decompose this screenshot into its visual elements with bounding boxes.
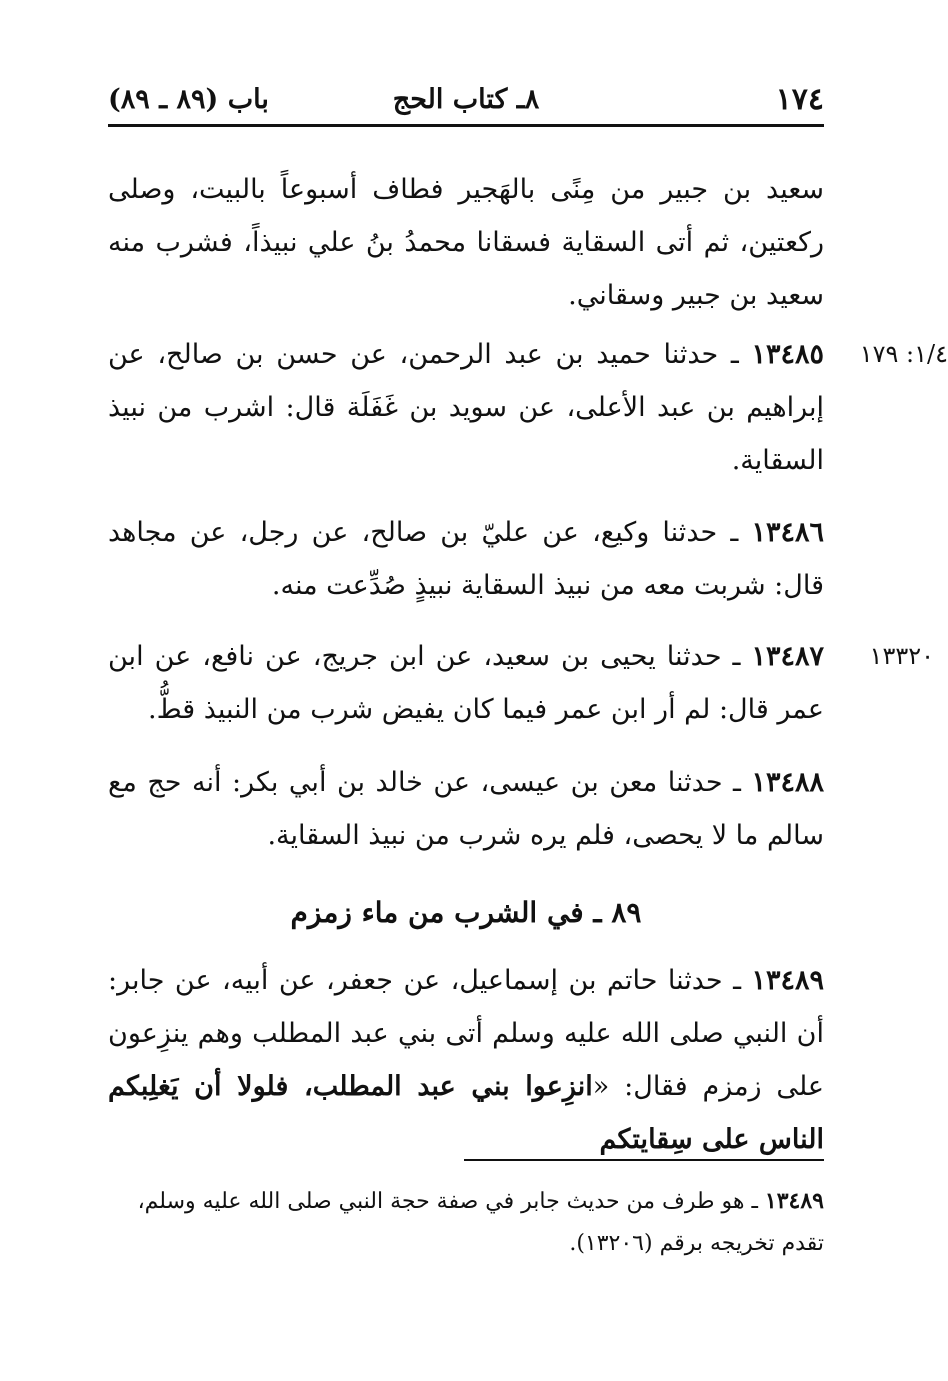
margin-reference: ١٣٣٢٠ (869, 642, 934, 670)
hadith-number: ١٣٤٨٩ (751, 965, 824, 996)
page-number: ١٧٤ (775, 82, 824, 117)
book-title: ٨ـ كتاب الحج (392, 84, 540, 115)
hadith-number: ١٣٤٨٨ (751, 767, 824, 798)
hadith-paragraph (108, 954, 824, 1166)
hadith-paragraph (108, 630, 824, 736)
hadith-number: ١٣٤٨٧ (751, 641, 824, 672)
hadith-text: ـ حدثنا وكيع، عن عليّ بن صالح، عن رجل، عن مجاهد قال: شربت معه من نبيذ السقاية نبيذٍ صُدِّعت منه. (108, 517, 824, 601)
footnote (108, 1180, 824, 1265)
margin-reference: ١/٤: ١٧٩ (859, 340, 948, 368)
footnote-number: ١٣٤٨٩ (764, 1188, 824, 1214)
hadith-quote-bold: انزِعوا بني عبد المطلب، فلولا أن يَغلِبكم الناس على سِقايتكم (108, 1071, 824, 1155)
hadith-paragraph (108, 756, 824, 862)
footnote-rule (464, 1159, 824, 1161)
section-title: ٨٩ ـ في الشرب من ماء زمزم (290, 896, 642, 929)
hadith-number: ١٣٤٨٥ (751, 339, 824, 370)
hadith-text: ـ حدثنا حاتم بن إسماعيل، عن جعفر، عن أبيه، عن جابر: أن النبي صلى الله عليه وسلم أتى بني عبد المطلب وهم ينزِعون على زمزم فقال: « (108, 965, 824, 1102)
footnote-text: ـ هو طرف من حديث جابر في صفة حجة النبي صلى الله عليه وسلم، تقدم تخريجه برقم (١٣٢٠٦). (137, 1189, 824, 1256)
hadith-paragraph (108, 328, 824, 487)
paragraph-continuation (108, 163, 824, 322)
page-header (108, 80, 824, 122)
hadith-paragraph (108, 506, 824, 612)
hadith-text: ـ حدثنا حميد بن عبد الرحمن، عن حسن بن صالح، عن إبراهيم بن عبد الأعلى، عن سويد بن غَفَلَة قال: اشرب من نبيذ السقاية. (108, 339, 824, 476)
hadith-number: ١٣٤٨٦ (751, 517, 824, 548)
header-rule (108, 124, 824, 127)
chapter-range: باب (٨٩ ـ ٨٩) (108, 84, 269, 115)
hadith-text: ـ حدثنا معن بن عيسى، عن خالد بن أبي بكر: أنه حج مع سالم ما لا يحصى، فلم يره شرب من نبيذ السقاية. (108, 767, 824, 851)
hadith-text: ـ حدثنا يحيى بن سعيد، عن ابن جريج، عن نافع، عن ابن عمر قال: لم أر ابن عمر فيما كان يفيض شرب من النبيذ قطُّ. (108, 641, 824, 725)
paragraph-text: سعيد بن جبير من مِنًى بالهَجير فطاف أسبوعاً بالبيت، وصلى ركعتين، ثم أتى السقاية فسقانا محمدُ بنُ علي نبيذاً، فشرب منه سعيد بن جبير وسقاني. (108, 174, 824, 311)
